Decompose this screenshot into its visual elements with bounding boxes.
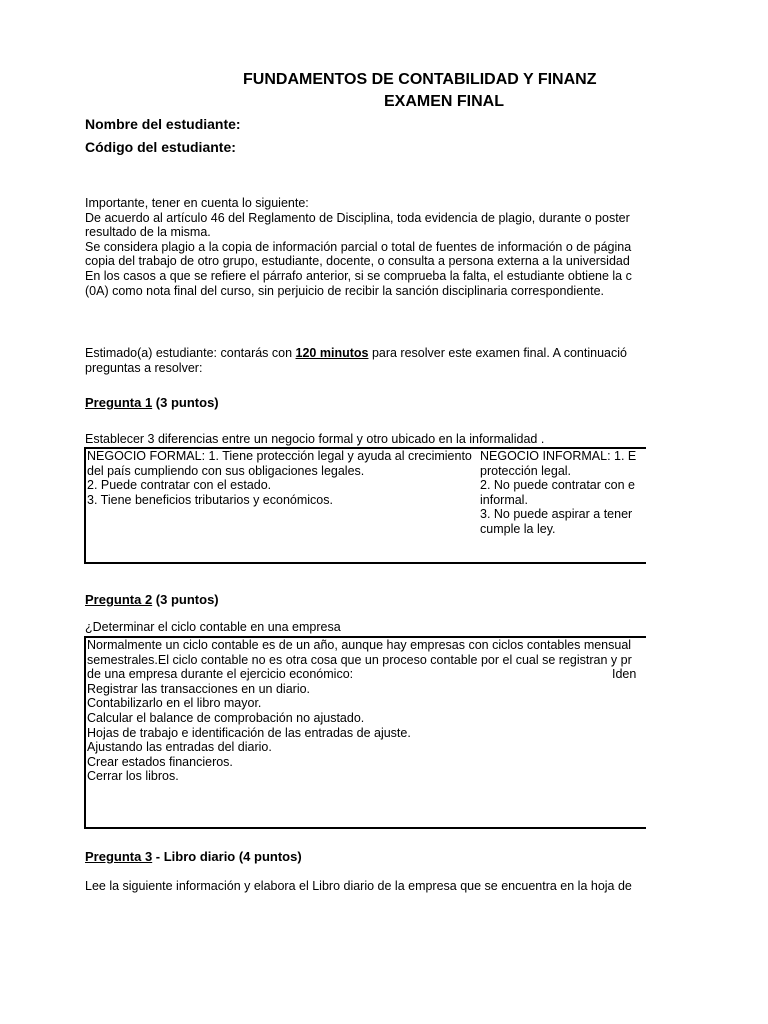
question-1-heading	[85, 395, 219, 410]
answer-line: Calcular el balance de comprobación no ajustado.	[87, 710, 365, 725]
answer-line: de una empresa durante el ejercicio económico:	[87, 667, 354, 682]
informal-line: NEGOCIO INFORMAL: 1. E	[480, 449, 637, 463]
formal-column	[87, 449, 472, 507]
student-name-label: Nombre del estudiante:	[85, 116, 241, 132]
answer-line: Contabilizarlo en el libro mayor.	[87, 696, 262, 711]
answer-line: Normalmente un ciclo contable es de un año, aunque hay empresas con ciclos contables mensual	[87, 638, 632, 652]
answer-line: Hojas de trabajo e identificación de las entradas de ajuste.	[87, 725, 411, 740]
intro-line	[85, 346, 627, 361]
question-2-heading	[85, 592, 219, 607]
notice-line: Se considera plagio a la copia de información parcial o total de fuentes de información o de página	[85, 239, 632, 254]
intro-time: 120 minutos	[295, 346, 369, 360]
exam-subtitle: EXAMEN FINAL	[384, 93, 504, 110]
notice-line: De acuerdo al artículo 46 del Reglamento de Disciplina, toda evidencia de plagio, durante o poster	[85, 210, 630, 225]
notice-block	[85, 196, 632, 298]
exam-title: FUNDAMENTOS DE CONTABILIDAD Y FINANZ	[243, 71, 597, 88]
question-3-label: Pregunta 3	[85, 849, 153, 864]
formal-line: 2. Puede contratar con el estado.	[87, 478, 272, 493]
answer-line: Ajustando las entradas del diario.	[87, 740, 272, 755]
answer-line: Cerrar los libros.	[87, 769, 179, 784]
informal-line: 3. No puede aspirar a tener	[480, 507, 633, 522]
question-2-prompt: ¿Determinar el ciclo contable en una empresa	[85, 620, 341, 634]
answer-line: Crear estados financieros.	[87, 754, 233, 769]
notice-line: En los casos a que se refiere el párrafo anterior, si se comprueba la falta, el estudiante obtiene la c	[85, 268, 632, 283]
question-3-heading	[85, 849, 302, 864]
question-2-answer	[87, 638, 632, 784]
question-2-label: Pregunta 2	[85, 592, 153, 607]
formal-line: 3. Tiene beneficios tributarios y económicos.	[87, 492, 333, 507]
intro-prefix: Estimado(a) estudiante: contarás con	[85, 346, 296, 360]
informal-line: cumple la ley.	[480, 521, 556, 536]
intro-block	[85, 346, 627, 375]
notice-line: (0A) como nota final del curso, sin perjuicio de recibir la sanción disciplinaria correspondiente.	[85, 283, 605, 298]
notice-line: Importante, tener en cuenta lo siguiente:	[85, 196, 309, 210]
answer-line-3-tail: Iden	[612, 667, 637, 681]
formal-line: del país cumpliendo con sus obligaciones legales.	[87, 463, 365, 478]
notice-line: resultado de la misma.	[85, 225, 211, 240]
question-1-points: (3 puntos)	[152, 395, 219, 410]
question-1-label: Pregunta 1	[85, 395, 153, 410]
question-2-points: (3 puntos)	[152, 592, 219, 607]
question-3-points: - Libro diario (4 puntos)	[152, 849, 302, 864]
student-code-label: Código del estudiante:	[85, 139, 236, 155]
informal-column	[480, 449, 636, 537]
question-1-prompt: Establecer 3 diferencias entre un negocio formal y otro ubicado en la informalidad .	[85, 432, 545, 446]
intro-line2: preguntas a resolver:	[85, 360, 203, 375]
notice-line: copia del trabajo de otro grupo, estudiante, docente, o consulta a persona externa a la universidad	[85, 254, 630, 269]
informal-line: protección legal.	[480, 463, 572, 478]
intro-suffix: para resolver este examen final. A continuació	[368, 346, 627, 360]
informal-line: informal.	[480, 492, 528, 507]
informal-line: 2. No puede contratar con e	[480, 478, 635, 493]
question-3-prompt: Lee la siguiente información y elabora el Libro diario de la empresa que se encuentra en la hoja de	[85, 879, 632, 893]
answer-line: Registrar las transacciones en un diario.	[87, 681, 311, 696]
formal-line: NEGOCIO FORMAL: 1. Tiene protección legal y ayuda al crecimiento	[87, 449, 472, 463]
answer-line: semestrales.El ciclo contable no es otra cosa que un proceso contable por el cual se registran y pr	[87, 652, 632, 667]
